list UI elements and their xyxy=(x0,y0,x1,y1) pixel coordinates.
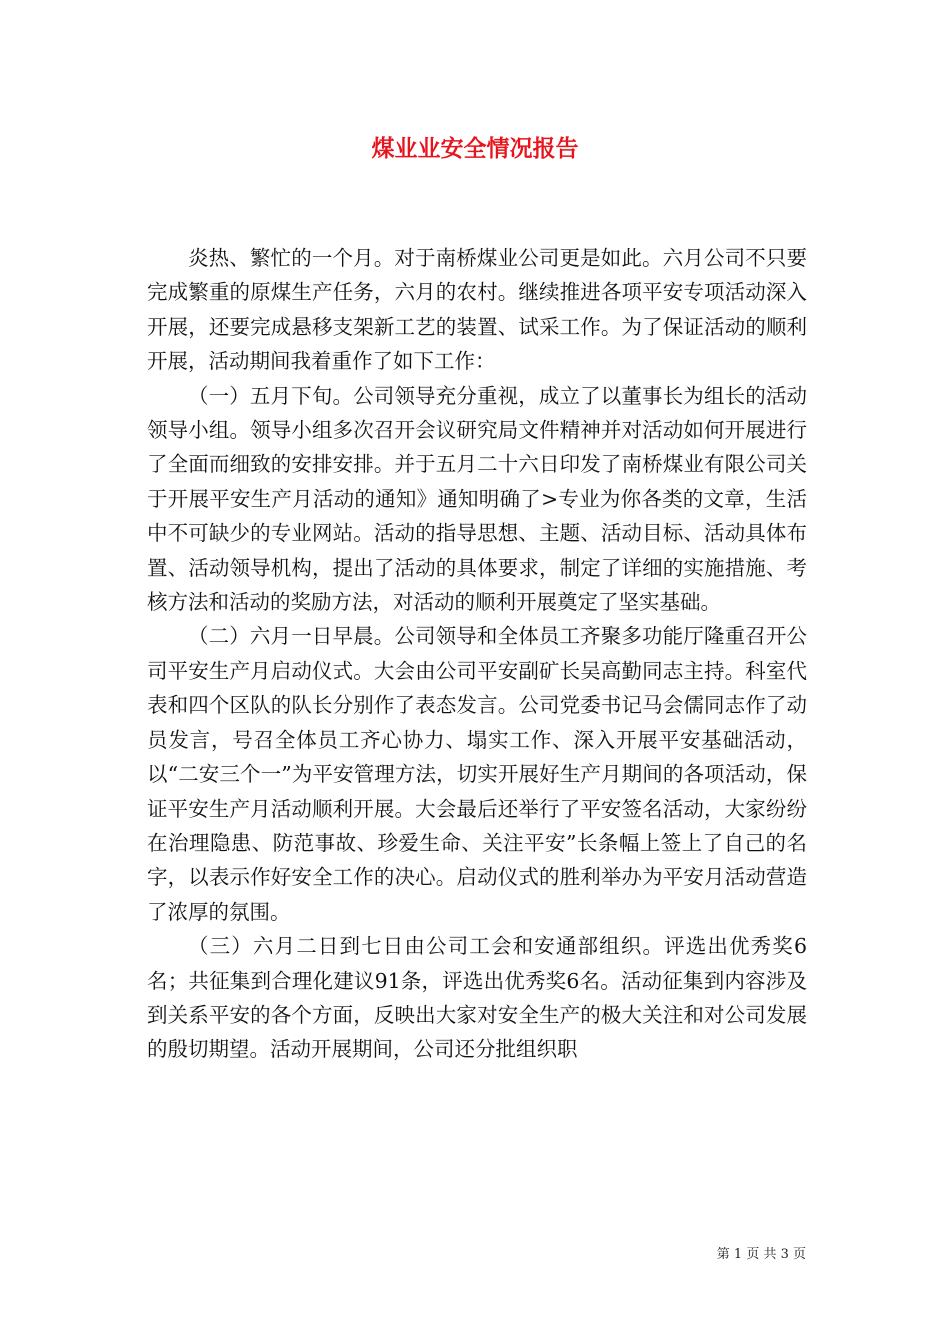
paragraph-section-1: （一）五月下旬。公司领导充分重视，成立了以董事长为组长的活动领导小组。领导小组多次召开会议研究局文件精神并对活动如何开展进行了全面而细致的安排安排。并于五月二十六日印发了南桥煤业有限公司关于开展平安生产月活动的通知》通知明确了>专业为你各类的文章，生活中不可缺少的专业网站。活动的指导思想、主题、活动目标、活动具体布置、活动领导机构，提出了活动的具体要求，制定了详细的实施措施、考核方法和活动的奖励方法，对活动的顺利开展奠定了坚实基础。 xyxy=(147,383,807,615)
document-body xyxy=(147,241,807,1067)
paragraph-intro: 炎热、繁忙的一个月。对于南桥煤业公司更是如此。六月公司不只要完成繁重的原煤生产任务，六月的农村。继续推进各项平安专项活动深入开展，还要完成悬移支架新工艺的装置、试采工作。为了保证活动的顺利开展，活动期间我着重作了如下工作： xyxy=(147,246,807,374)
page-number-footer: 第 1 页 共 3 页 xyxy=(716,1247,806,1262)
paragraph-section-3: （三）六月二日到七日由公司工会和安通部组织。评选出优秀奖6名；共征集到合理化建议91条，评选出优秀奖6名。活动征集到内容涉及到关系平安的各个方面，反映出大家对安全生产的极大关注和对公司发展的殷切期望。活动开展期间，公司还分批组织职 xyxy=(147,934,807,1062)
document-title: 煤业业安全情况报告 xyxy=(371,135,579,162)
paragraph-section-2: （二）六月一日早晨。公司领导和全体员工齐聚多功能厅隆重召开公司平安生产月启动仪式。大会由公司平安副矿长吴高勤同志主持。科室代表和四个区队的队长分别作了表态发言。公司党委书记马会儒同志作了动员发言，号召全体员工齐心协力、塌实工作、深入开展平安基础活动，以“二安三个一”为平安管理方法，切实开展好生产月期间的各项活动，保证平安生产月活动顺利开展。大会最后还举行了平安签名活动，大家纷纷在治理隐患、防范事故、珍爱生命、关注平安”长条幅上签上了自己的名字，以表示作好安全工作的决心。启动仪式的胜利举办为平安月活动营造了浓厚的氛围。 xyxy=(147,624,807,924)
